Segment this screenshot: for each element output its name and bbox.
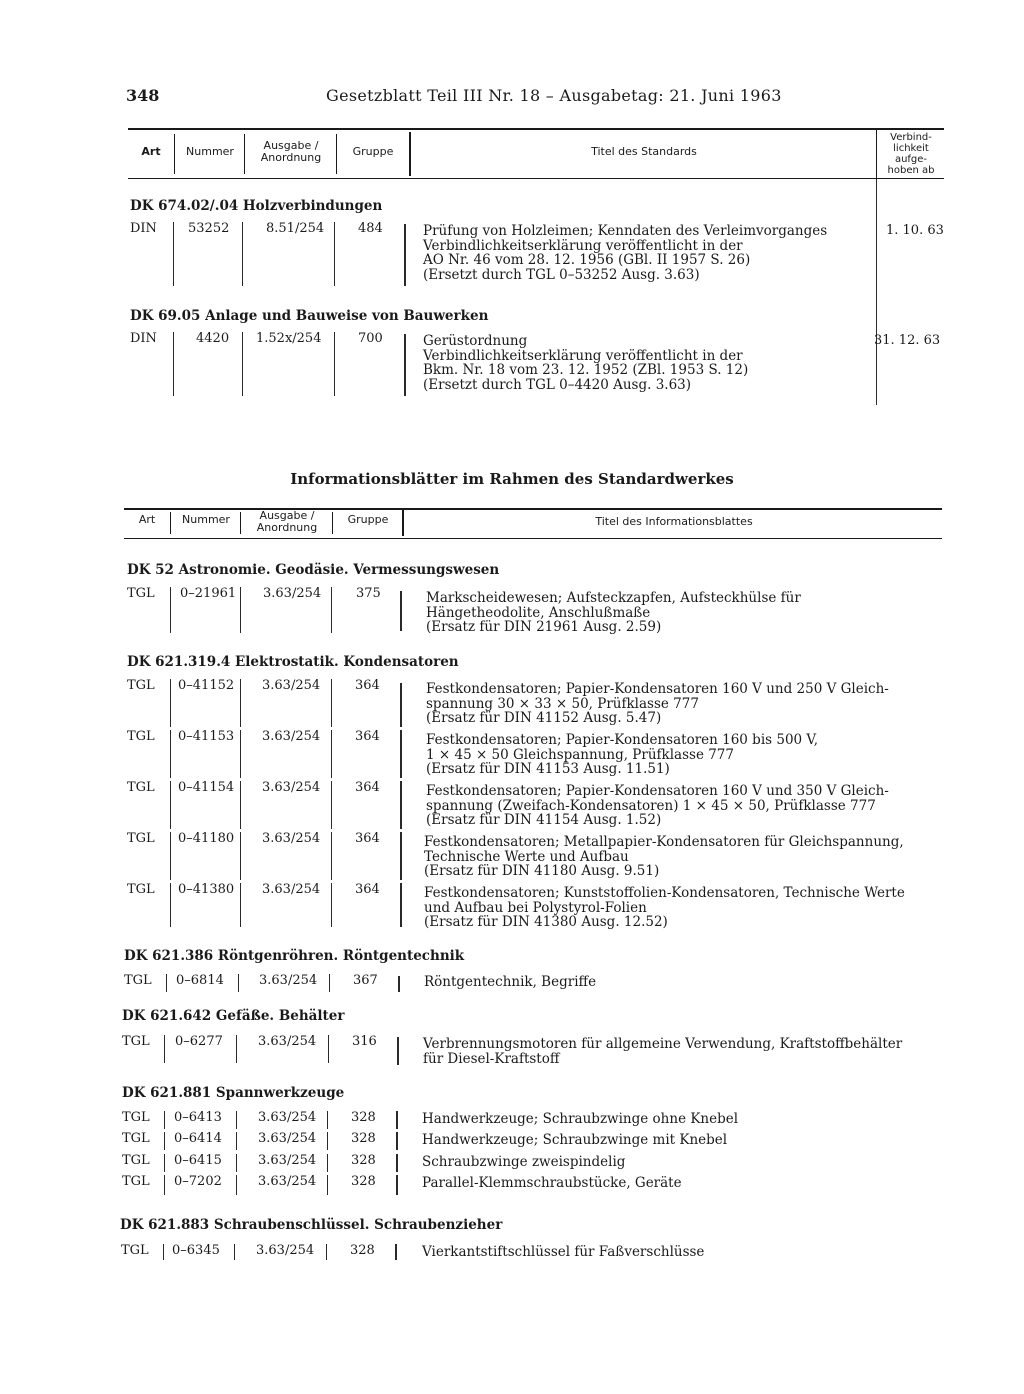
table-row	[0, 1111, 1024, 1129]
table-row	[0, 586, 1024, 636]
table-row	[0, 974, 1024, 992]
cell-titel: Festkondensatoren; Kunststoffolien-Kondensatoren, Technische Werte und Aufbau bei Polystyrol-Folien (Ersatz für DIN 41380 Ausg. 12.52)	[424, 885, 905, 931]
cell-art: DIN	[130, 221, 157, 236]
table-row	[0, 1244, 1024, 1262]
cell-art: TGL	[127, 882, 155, 897]
cell-ausgabe: 3.63/254	[262, 831, 321, 846]
section-title: DK 621.883 Schraubenschlüssel. Schraubenzieher	[120, 1217, 503, 1233]
header-verb-line2: lichkeit	[893, 143, 929, 154]
cell-art: TGL	[127, 586, 155, 601]
cell-ausgabe: 3.63/254	[263, 586, 322, 601]
section-title: DK 621.386 Röntgenröhren. Röntgentechnik	[124, 948, 465, 964]
cell-nummer: 0–41152	[178, 678, 235, 693]
section-title: DK 621.881 Spannwerkzeuge	[122, 1085, 345, 1101]
cell-art: TGL	[122, 1153, 150, 1168]
table-row	[0, 1132, 1024, 1150]
header-ausgabe-line2: Anordnung	[260, 151, 322, 164]
cell-gruppe: 328	[351, 1153, 376, 1168]
header-verb-line4: hoben ab	[887, 165, 935, 176]
cell-gruppe: 484	[358, 221, 383, 236]
cell-nummer: 0–6413	[174, 1110, 222, 1125]
cell-titel: Festkondensatoren; Papier-Kondensatoren 160 bis 500 V, 1 × 45 × 50 Gleichspannung, Prüfklasse 777 (Ersatz für DIN 41153 Ausg. 11.51)	[426, 732, 819, 778]
cell-nummer: 0–41153	[178, 729, 235, 744]
cell-ausgabe: 3.63/254	[258, 1110, 317, 1125]
header-ausgabe-line2: Anordnung	[256, 521, 318, 534]
cell-titel: Schraubzwinge zweispindelig	[422, 1154, 626, 1170]
cell-gruppe: 328	[350, 1243, 375, 1258]
cell-gruppe: 700	[358, 331, 383, 346]
header-art: Art	[138, 513, 156, 526]
header-gruppe: Gruppe	[347, 513, 389, 526]
cell-gruppe: 328	[351, 1131, 376, 1146]
section-title: DK 621.319.4 Elektrostatik. Kondensatoren	[127, 654, 459, 670]
cell-titel: Markscheidewesen; Aufsteckzapfen, Aufsteckhülse für Hängetheodolite, Anschlußmaße (Ersatz für DIN 21961 Ausg. 2.59)	[426, 590, 801, 636]
header-gruppe: Gruppe	[352, 145, 394, 158]
cell-art: TGL	[127, 729, 155, 744]
table-row	[0, 730, 1024, 778]
cell-gruppe: 364	[355, 678, 380, 693]
table-row	[0, 1175, 1024, 1195]
cell-art: TGL	[122, 1110, 150, 1125]
cell-art: TGL	[122, 1131, 150, 1146]
cell-art: TGL	[121, 1243, 149, 1258]
section-title: DK 69.05 Anlage und Bauweise von Bauwerken	[130, 308, 489, 324]
header-ausgabe	[242, 510, 332, 534]
cell-ausgabe: 3.63/254	[259, 973, 318, 988]
cell-titel: Verbrennungsmotoren für allgemeine Verwendung, Kraftstoffbehälter für Diesel-Kraftstoff	[423, 1036, 903, 1067]
cell-ausgabe: 3.63/254	[258, 1034, 317, 1049]
header-art: Art	[141, 145, 161, 158]
cell-gruppe: 364	[355, 831, 380, 846]
cell-art: TGL	[127, 780, 155, 795]
table-row	[0, 1154, 1024, 1172]
cell-ausgabe: 3.63/254	[256, 1243, 315, 1258]
cell-nummer: 0–6814	[176, 973, 224, 988]
cell-nummer: 0–41154	[178, 780, 235, 795]
table-row	[0, 222, 1024, 286]
table-row	[0, 832, 1024, 880]
header-ausgabe-line1: Ausgabe /	[259, 509, 315, 522]
table-row	[0, 883, 1024, 931]
header-verb-line3: aufge-	[894, 154, 928, 165]
cell-titel: Röntgentechnik, Begriffe	[424, 974, 597, 990]
cell-nummer: 0–6415	[174, 1153, 222, 1168]
cell-nummer: 0–6414	[174, 1131, 222, 1146]
table-row	[0, 679, 1024, 727]
cell-nummer: 0–41380	[178, 882, 235, 897]
table-row	[0, 332, 1024, 396]
section-title: DK 621.642 Gefäße. Behälter	[122, 1008, 345, 1024]
cell-nummer: 4420	[196, 331, 230, 346]
cell-art: TGL	[122, 1034, 150, 1049]
cell-gruppe: 364	[355, 729, 380, 744]
cell-titel: Handwerkzeuge; Schraubzwinge mit Knebel	[422, 1132, 728, 1148]
cell-titel: Gerüstordnung Verbindlichkeitserklärung veröffentlicht in der Bkm. Nr. 18 vom 23. 12. 1952 (ZBl. 1953 S. 12) (Ersetzt durch TGL 0–4420 Ausg. 3.63)	[423, 333, 749, 393]
cell-art: TGL	[127, 831, 155, 846]
cell-gruppe: 375	[356, 586, 381, 601]
section-title: DK 52 Astronomie. Geodäsie. Vermessungswesen	[127, 562, 500, 578]
cell-titel: Parallel-Klemmschraubstücke, Geräte	[422, 1175, 682, 1191]
cell-gruppe: 328	[351, 1110, 376, 1125]
cell-datum: 1. 10. 63	[886, 223, 944, 238]
cell-art: TGL	[124, 973, 152, 988]
table2-header	[124, 508, 942, 540]
cell-titel: Prüfung von Holzleimen; Kenndaten des Verleimvorganges Verbindlichkeitserklärung veröffentlicht in der AO Nr. 46 vom 28. 12. 1956 (GBl. II 1957 S. 26) (Ersetzt durch TGL 0–53252 Ausg. 3.63)	[423, 223, 828, 283]
header-titel: Titel des Informationsblattes	[595, 515, 753, 528]
cell-titel: Festkondensatoren; Metallpapier-Kondensatoren für Gleichspannung, Technische Werte und Aufbau (Ersatz für DIN 41180 Ausg. 9.51)	[424, 834, 904, 880]
header-verbindlichkeit	[878, 132, 944, 176]
cell-nummer: 0–6277	[175, 1034, 223, 1049]
cell-datum: 31. 12. 63	[874, 333, 941, 348]
cell-gruppe: 328	[351, 1174, 376, 1189]
cell-nummer: 0–7202	[174, 1174, 222, 1189]
cell-titel: Vierkantstiftschlüssel für Faßverschlüsse	[422, 1244, 705, 1260]
header-nummer: Nummer	[182, 513, 230, 526]
cell-titel: Festkondensatoren; Papier-Kondensatoren 160 V und 250 V Gleich- spannung 30 × 33 × 50, Prüfklasse 777 (Ersatz für DIN 41152 Ausg. 5.47)	[426, 681, 889, 727]
cell-ausgabe: 3.63/254	[262, 729, 321, 744]
cell-ausgabe: 3.63/254	[258, 1174, 317, 1189]
cell-titel: Festkondensatoren; Papier-Kondensatoren 160 V und 350 V Gleich- spannung (Zweifach-Kondensatoren) 1 × 45 × 50, Prüfklasse 777 (Ersatz für DIN 41154 Ausg. 1.52)	[426, 783, 889, 829]
cell-nummer: 0–41180	[178, 831, 235, 846]
cell-ausgabe: 1.52x/254	[256, 331, 322, 346]
cell-gruppe: 367	[353, 973, 378, 988]
cell-gruppe: 316	[352, 1034, 377, 1049]
cell-gruppe: 364	[355, 780, 380, 795]
header-verb-line1: Verbind-	[890, 132, 932, 143]
header-titel: Titel des Standards	[591, 145, 697, 158]
cell-art: TGL	[122, 1174, 150, 1189]
header-ausgabe	[246, 140, 336, 164]
header-ausgabe-line1: Ausgabe /	[263, 139, 319, 152]
cell-art: TGL	[127, 678, 155, 693]
cell-ausgabe: 3.63/254	[262, 678, 321, 693]
cell-titel: Handwerkzeuge; Schraubzwinge ohne Knebel	[422, 1111, 739, 1127]
cell-nummer: 0–6345	[172, 1243, 220, 1258]
cell-nummer: 0–21961	[180, 586, 237, 601]
table1-header	[128, 128, 944, 180]
cell-nummer: 53252	[188, 221, 230, 236]
cell-ausgabe: 3.63/254	[262, 780, 321, 795]
cell-ausgabe: 3.63/254	[258, 1131, 317, 1146]
section-heading: Informationsblätter im Rahmen des Standardwerkes	[290, 470, 734, 488]
table-row	[0, 781, 1024, 829]
cell-gruppe: 364	[355, 882, 380, 897]
table-row	[0, 1035, 1024, 1065]
cell-ausgabe: 8.51/254	[266, 221, 325, 236]
cell-art: DIN	[130, 331, 157, 346]
page-number: 348	[126, 86, 160, 105]
cell-ausgabe: 3.63/254	[258, 1153, 317, 1168]
section-title: DK 674.02/.04 Holzverbindungen	[130, 198, 383, 214]
header-nummer: Nummer	[186, 145, 234, 158]
cell-ausgabe: 3.63/254	[262, 882, 321, 897]
running-title: Gesetzblatt Teil III Nr. 18 – Ausgabetag: 21. Juni 1963	[326, 86, 782, 105]
